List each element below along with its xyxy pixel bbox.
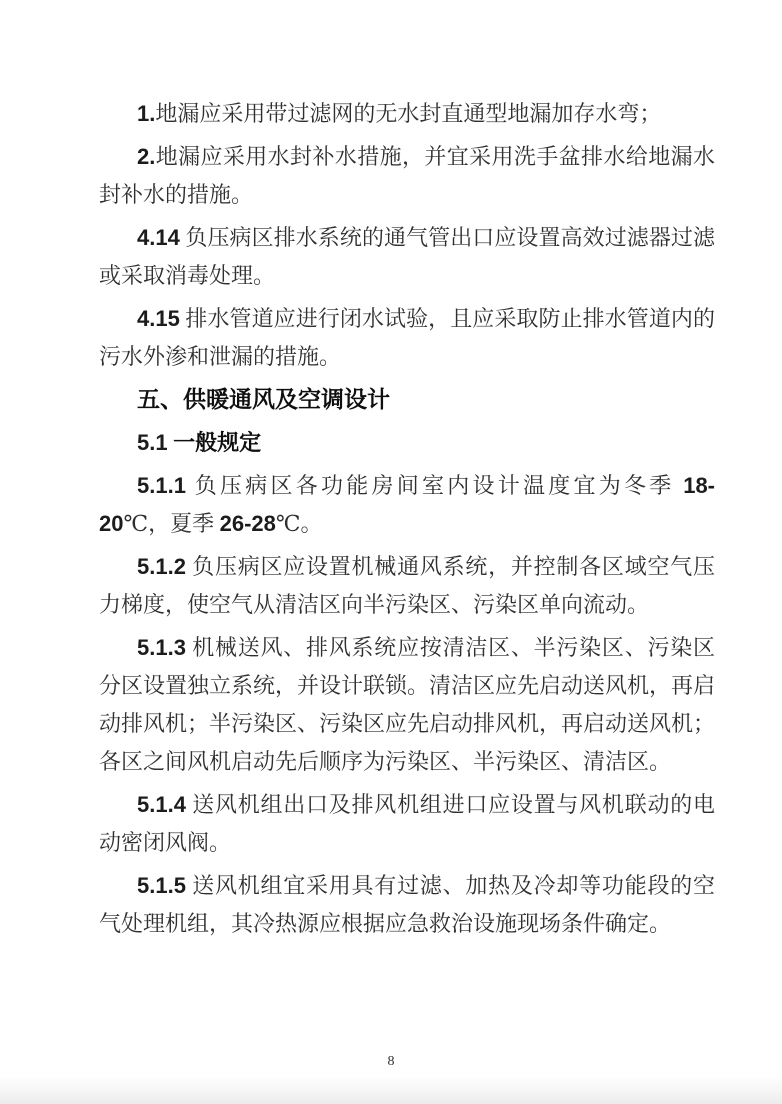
section-heading-5-1 (99, 424, 715, 462)
text-run: 排水管道应进行闭水试验，且应采取防止排水管道内的污水外渗和泄漏的措施。 (99, 306, 715, 369)
text-run: ℃，夏季 (123, 511, 220, 536)
text-run: 地漏应采用水封补水措施，并宜采用洗手盆排水给地漏水封补水的措施。 (99, 144, 715, 207)
clause-number: 26-28 (219, 511, 276, 536)
clause-4-15 (99, 300, 715, 376)
chapter-heading-5 (99, 381, 715, 419)
clause-5-1-1 (99, 467, 715, 543)
text-run: 地漏应采用带过滤网的无水封直通型地漏加存水弯； (155, 101, 662, 126)
text-run: 送风机组出口及排风机组进口应设置与风机联动的电动密闭风阀。 (99, 792, 715, 855)
text-run: 负压病区应设置机械通风系统，并控制各区域空气压力梯度，使空气从清洁区向半污染区、污染区单向流动。 (99, 554, 715, 617)
text-run: 机械送风、排风系统应按清洁区、半污染区、污染区分区设置独立系统，并设计联锁。清洁区应先启动送风机，再启动排风机；半污染区、污染区应先启动排风机，再启动送风机；各区之间风机启动先后顺序为污染区、半污染区、清洁区。 (99, 635, 716, 774)
clause-number: 18-20 (99, 473, 715, 536)
clause-5-1-5 (99, 867, 715, 943)
clause-number: 5.1.4 (137, 792, 186, 817)
clause-5-1-2 (99, 548, 715, 624)
page-bottom-shade (0, 1076, 782, 1104)
clause-5-1-3 (99, 629, 715, 781)
text-run: ℃。 (275, 511, 323, 536)
clause-number: 5.1.2 (137, 554, 186, 579)
text-run: 一般规定 (167, 430, 262, 455)
document-body (99, 95, 715, 948)
clause-5-1-4 (99, 786, 715, 862)
text-run: 送风机组宜采用具有过滤、加热及冷却等功能段的空气处理机组，其冷热源应根据应急救治设施现场条件确定。 (99, 873, 715, 936)
clause-2 (99, 138, 715, 214)
clause-4-14 (99, 219, 715, 295)
clause-number: 2. (137, 144, 156, 169)
clause-1 (99, 95, 715, 133)
clause-number: 4.15 (137, 306, 180, 331)
text-run: 负压病区各功能房间室内设计温度宜为冬季 (185, 473, 684, 498)
text-run: 负压病区排水系统的通气管出口应设置高效过滤器过滤或采取消毒处理。 (99, 225, 715, 288)
clause-number: 5.1.5 (137, 873, 186, 898)
clause-number: 5.1.3 (137, 635, 186, 660)
clause-number: 4.14 (137, 225, 180, 250)
page-number: 8 (387, 1054, 395, 1069)
clause-number: 5.1.1 (137, 473, 186, 498)
text-run: 五、供暖通风及空调设计 (137, 387, 390, 413)
clause-number: 5.1 (137, 430, 168, 455)
clause-number: 1. (137, 101, 156, 126)
